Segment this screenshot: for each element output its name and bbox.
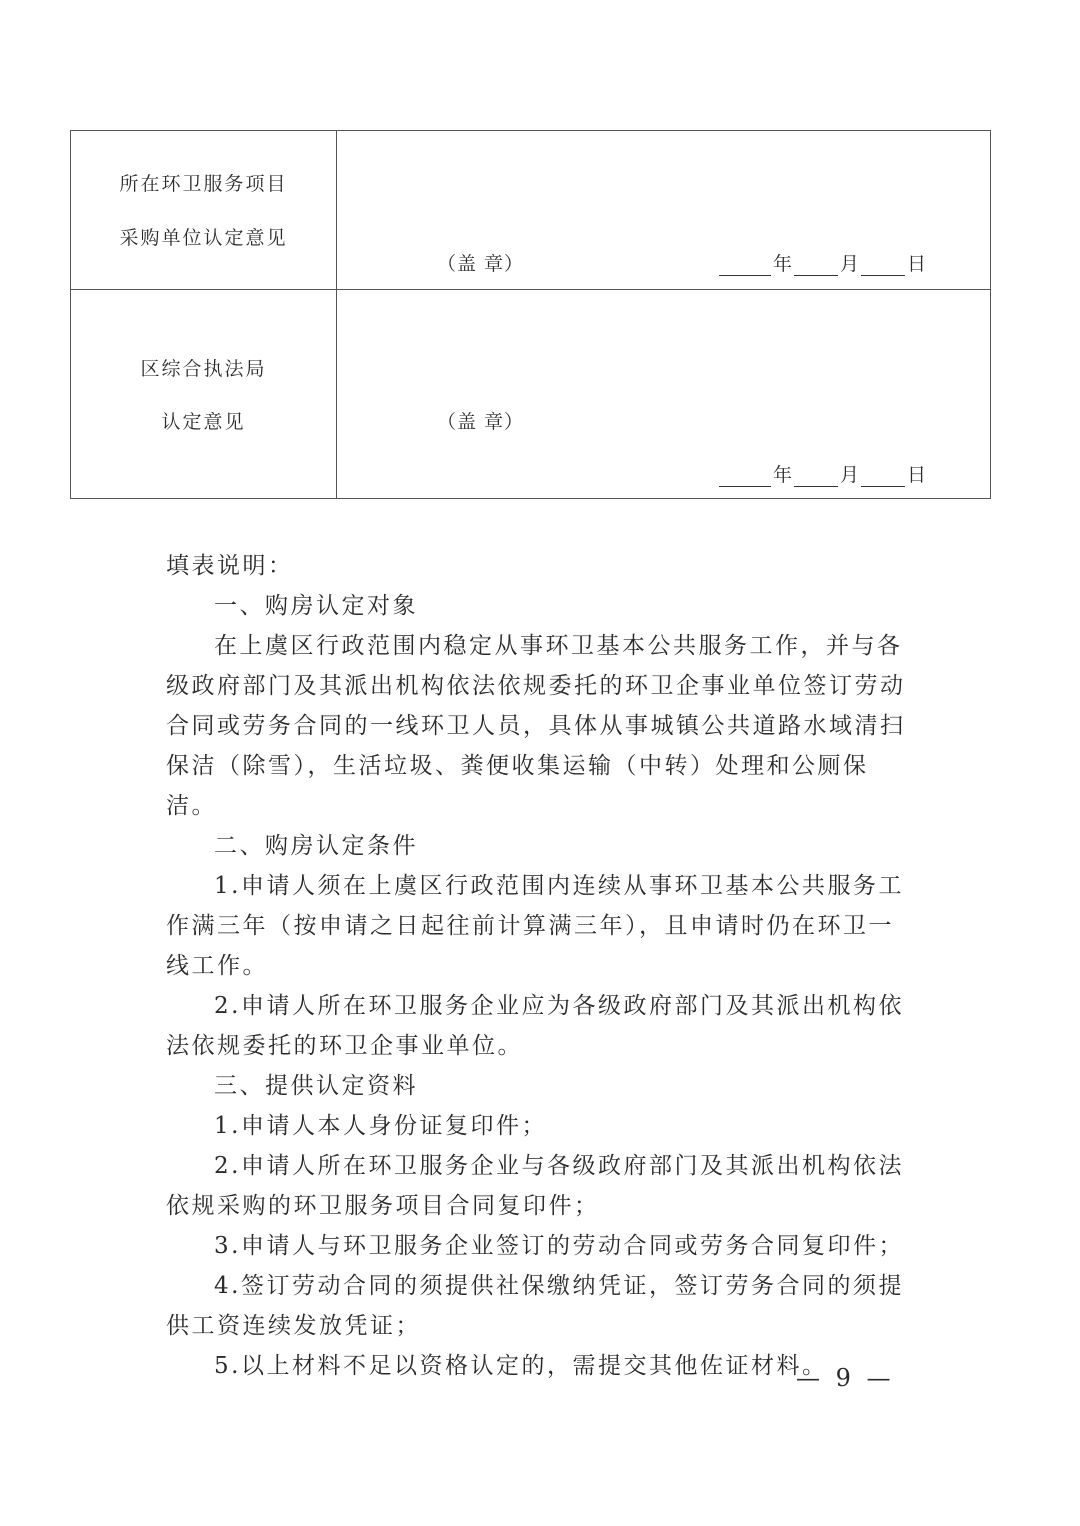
section-heading: 二、购房认定条件 — [214, 833, 418, 859]
list-item: 2.申请人所在环卫服务企业应为各级政府部门及其派出机构依法依规委托的环卫企事业单位。 — [166, 993, 904, 1059]
year-label: 年 — [773, 253, 793, 275]
year-label: 年 — [773, 464, 793, 486]
paragraph: 在上虞区行政范围内稳定从事环卫基本公共服务工作，并与各级政府部门及其派出机构依法依规委托的环卫企事业单位签订劳动合同或劳务合同的一线环卫人员，具体从事城镇公共道路水域清扫保洁（除雪），生活垃圾、粪便收集运输（中转）处理和公厕保洁。 — [166, 633, 906, 819]
list-item: 2.申请人所在环卫服务企业与各级政府部门及其派出机构依法依规采购的环卫服务项目合同复印件； — [166, 1153, 904, 1219]
month-label: 月 — [840, 253, 860, 275]
seal-placeholder: （盖 章） — [437, 411, 525, 433]
page-number: — 9 — — [796, 1364, 895, 1392]
year-blank[interactable] — [719, 466, 771, 487]
label-cell — [71, 131, 337, 289]
instructions-heading: 填表说明： — [166, 553, 294, 579]
list-item: 3.申请人与环卫服务企业签订的劳动合同或劳务合同复印件； — [214, 1233, 904, 1259]
list-item: 4.签订劳动合同的须提供社保缴纳凭证，签订劳务合同的须提供工资连续发放凭证； — [166, 1273, 904, 1339]
month-label: 月 — [840, 464, 860, 486]
month-blank[interactable] — [794, 466, 838, 487]
label-line: 所在环卫服务项目 — [119, 173, 288, 195]
day-blank[interactable] — [861, 466, 905, 487]
year-blank[interactable] — [719, 255, 771, 276]
filling-instructions — [166, 546, 916, 1386]
list-item: 1.申请人本人身份证复印件； — [214, 1113, 547, 1139]
seal-placeholder: （盖 章） — [437, 253, 525, 275]
day-label: 日 — [907, 464, 927, 486]
label-cell — [71, 290, 337, 498]
opinion-cell[interactable] — [337, 290, 990, 498]
section-heading: 三、提供认定资料 — [214, 1073, 418, 1099]
table-row-procurement-unit — [71, 131, 990, 290]
label-line: 采购单位认定意见 — [119, 227, 288, 249]
opinion-cell[interactable] — [337, 131, 990, 289]
label-line: 认定意见 — [161, 411, 246, 433]
list-item: 1.申请人须在上虞区行政范围内连续从事环卫基本公共服务工作满三年（按申请之日起往前计算满三年），且申请时仍在环卫一线工作。 — [166, 873, 904, 979]
date-field[interactable] — [717, 249, 926, 276]
date-field[interactable] — [717, 460, 926, 487]
approval-table — [70, 130, 991, 499]
table-row-law-enforcement-bureau — [71, 290, 990, 498]
label-line: 区综合执法局 — [140, 358, 267, 380]
day-label: 日 — [907, 253, 927, 275]
day-blank[interactable] — [861, 255, 905, 276]
month-blank[interactable] — [794, 255, 838, 276]
section-heading: 一、购房认定对象 — [214, 593, 418, 619]
list-item: 5.以上材料不足以资格认定的，需提交其他佐证材料。 — [214, 1353, 828, 1379]
